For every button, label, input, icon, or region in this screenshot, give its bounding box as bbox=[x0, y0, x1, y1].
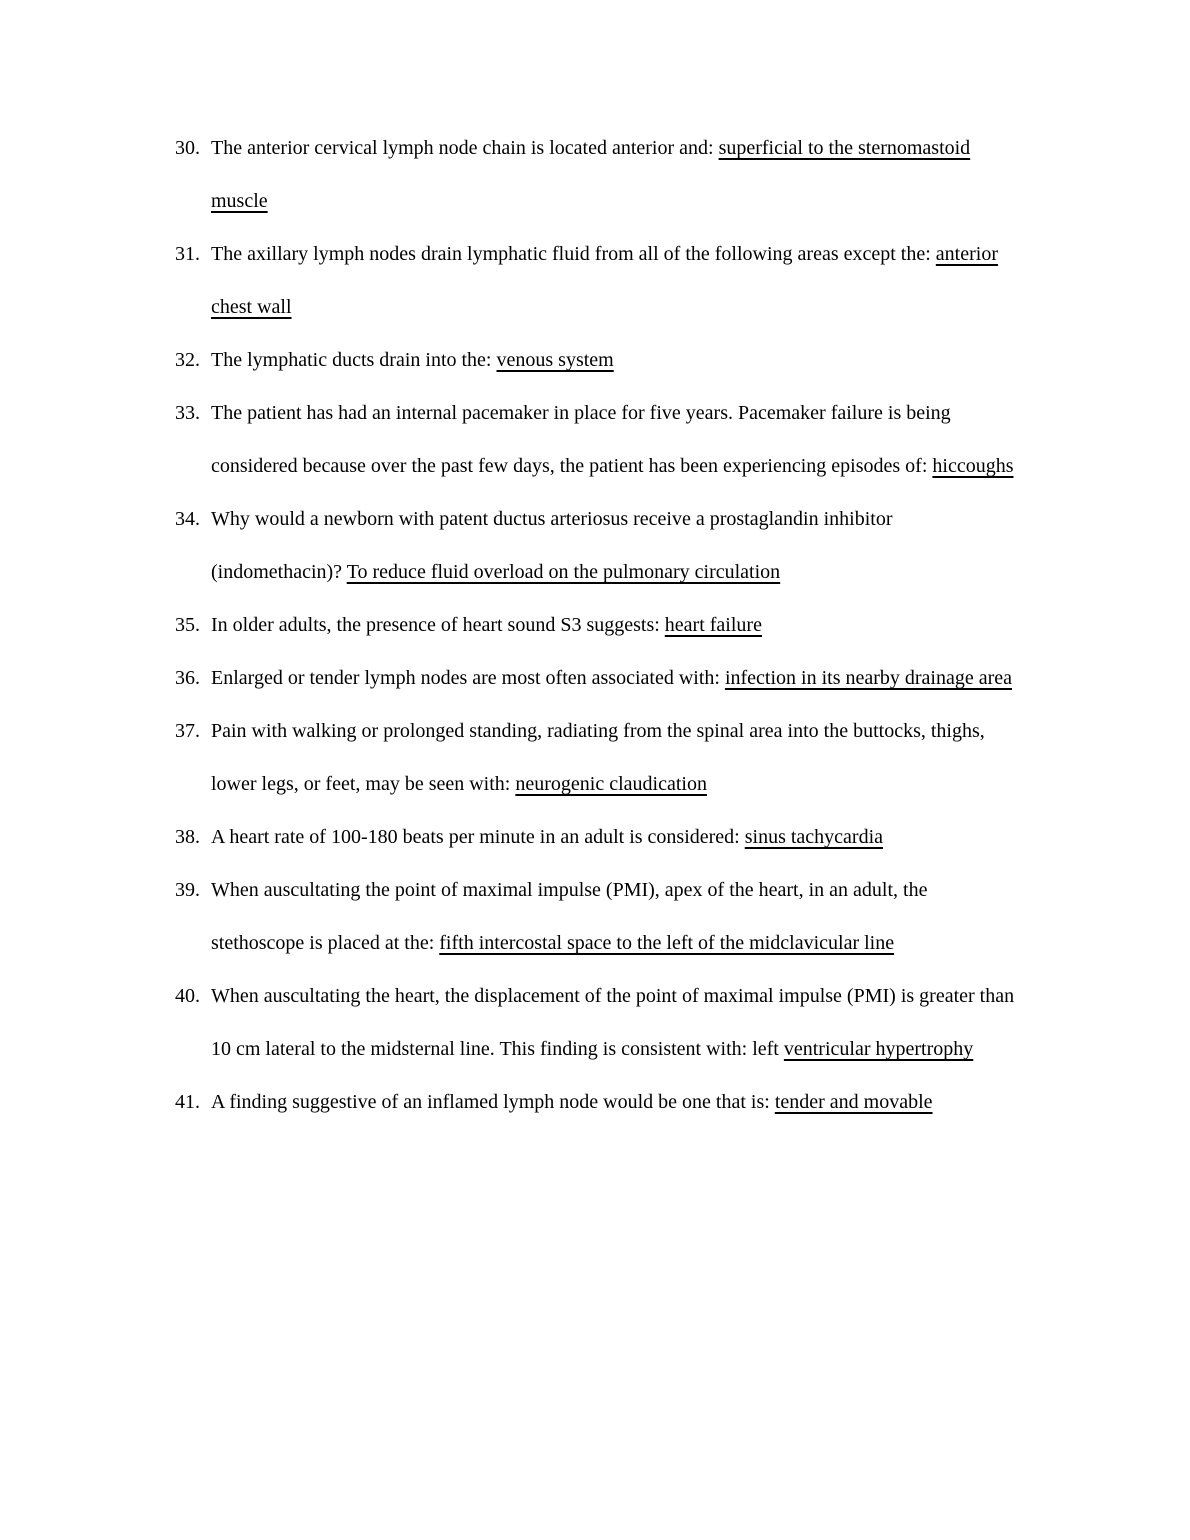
question-text bbox=[211, 667, 1012, 689]
question-item bbox=[175, 970, 1020, 1076]
question-number: 38. bbox=[175, 826, 200, 848]
answer-underlined: hiccoughs bbox=[932, 455, 1014, 477]
question-text bbox=[211, 720, 985, 795]
question-text bbox=[211, 349, 614, 371]
question-text bbox=[211, 1091, 933, 1113]
answer-underlined: neurogenic claudication bbox=[515, 773, 707, 795]
question-number: 35. bbox=[175, 614, 200, 636]
question-text bbox=[211, 826, 883, 848]
question-segment: The patient has had an internal pacemaker in place for five years. Pacemaker failure is being considered because over the past few days, the patient has been experiencing episodes of: bbox=[211, 402, 951, 477]
question-segment: Enlarged or tender lymph nodes are most often associated with: bbox=[211, 667, 725, 689]
answer-underlined: anterior chest wall bbox=[211, 243, 998, 318]
question-segment: The axillary lymph nodes drain lymphatic fluid from all of the following areas except the: bbox=[211, 243, 936, 265]
question-item bbox=[175, 1076, 1020, 1129]
question-item bbox=[175, 864, 1020, 970]
question-number: 31. bbox=[175, 243, 200, 265]
question-item bbox=[175, 334, 1020, 387]
question-number: 37. bbox=[175, 720, 200, 742]
question-text bbox=[211, 614, 762, 636]
question-segment: Why would a newborn with patent ductus arteriosus receive a prostaglandin inhibitor (indomethacin)? bbox=[211, 508, 893, 583]
question-number: 40. bbox=[175, 985, 200, 1007]
answer-underlined: heart failure bbox=[664, 614, 762, 636]
question-number: 30. bbox=[175, 137, 200, 159]
answer-underlined: infection in its nearby drainage area bbox=[724, 667, 1013, 689]
question-number: 41. bbox=[175, 1091, 200, 1113]
question-item bbox=[175, 599, 1020, 652]
question-segment: Pain with walking or prolonged standing, radiating from the spinal area into the buttocks, thighs, lower legs, or feet, may be seen with: bbox=[211, 720, 985, 795]
question-number: 33. bbox=[175, 402, 200, 424]
answer-underlined: ventricular hypertrophy bbox=[783, 1038, 974, 1060]
answer-underlined: sinus tachycardia bbox=[744, 826, 884, 848]
question-segment: In older adults, the presence of heart sound S3 suggests: bbox=[211, 614, 665, 636]
question-item bbox=[175, 811, 1020, 864]
question-segment: The anterior cervical lymph node chain is located anterior and: bbox=[211, 137, 719, 159]
question-number: 39. bbox=[175, 879, 200, 901]
question-item bbox=[175, 122, 1020, 228]
question-text bbox=[211, 243, 998, 318]
question-item bbox=[175, 387, 1020, 493]
question-item bbox=[175, 493, 1020, 599]
question-item bbox=[175, 705, 1020, 811]
question-segment: A heart rate of 100-180 beats per minute in an adult is considered: bbox=[211, 826, 745, 848]
question-number: 32. bbox=[175, 349, 200, 371]
answer-underlined: venous system bbox=[496, 349, 614, 371]
question-text bbox=[211, 402, 1014, 477]
question-text bbox=[211, 137, 970, 212]
question-number: 34. bbox=[175, 508, 200, 530]
question-segment: When auscultating the heart, the displacement of the point of maximal impulse (PMI) is greater than 10 cm lateral to the midsternal line. This finding is consistent with: left bbox=[211, 985, 1015, 1060]
question-number: 36. bbox=[175, 667, 200, 689]
question-segment: A finding suggestive of an inflamed lymph node would be one that is: bbox=[211, 1091, 775, 1113]
question-segment: The lymphatic ducts drain into the: bbox=[211, 349, 497, 371]
answer-underlined: superficial to the sternomastoid muscle bbox=[211, 137, 971, 212]
question-item bbox=[175, 228, 1020, 334]
question-text bbox=[211, 508, 892, 583]
answer-underlined: tender and movable bbox=[774, 1091, 933, 1113]
question-text bbox=[211, 879, 927, 954]
question-text bbox=[211, 985, 1014, 1060]
answer-underlined: To reduce fluid overload on the pulmonary circulation bbox=[346, 561, 781, 583]
answer-underlined: fifth intercostal space to the left of the midclavicular line bbox=[439, 932, 895, 954]
question-item bbox=[175, 652, 1020, 705]
question-list bbox=[175, 122, 1020, 1129]
question-segment: When auscultating the point of maximal impulse (PMI), apex of the heart, in an adult, the stethoscope is placed at the: bbox=[211, 879, 928, 954]
